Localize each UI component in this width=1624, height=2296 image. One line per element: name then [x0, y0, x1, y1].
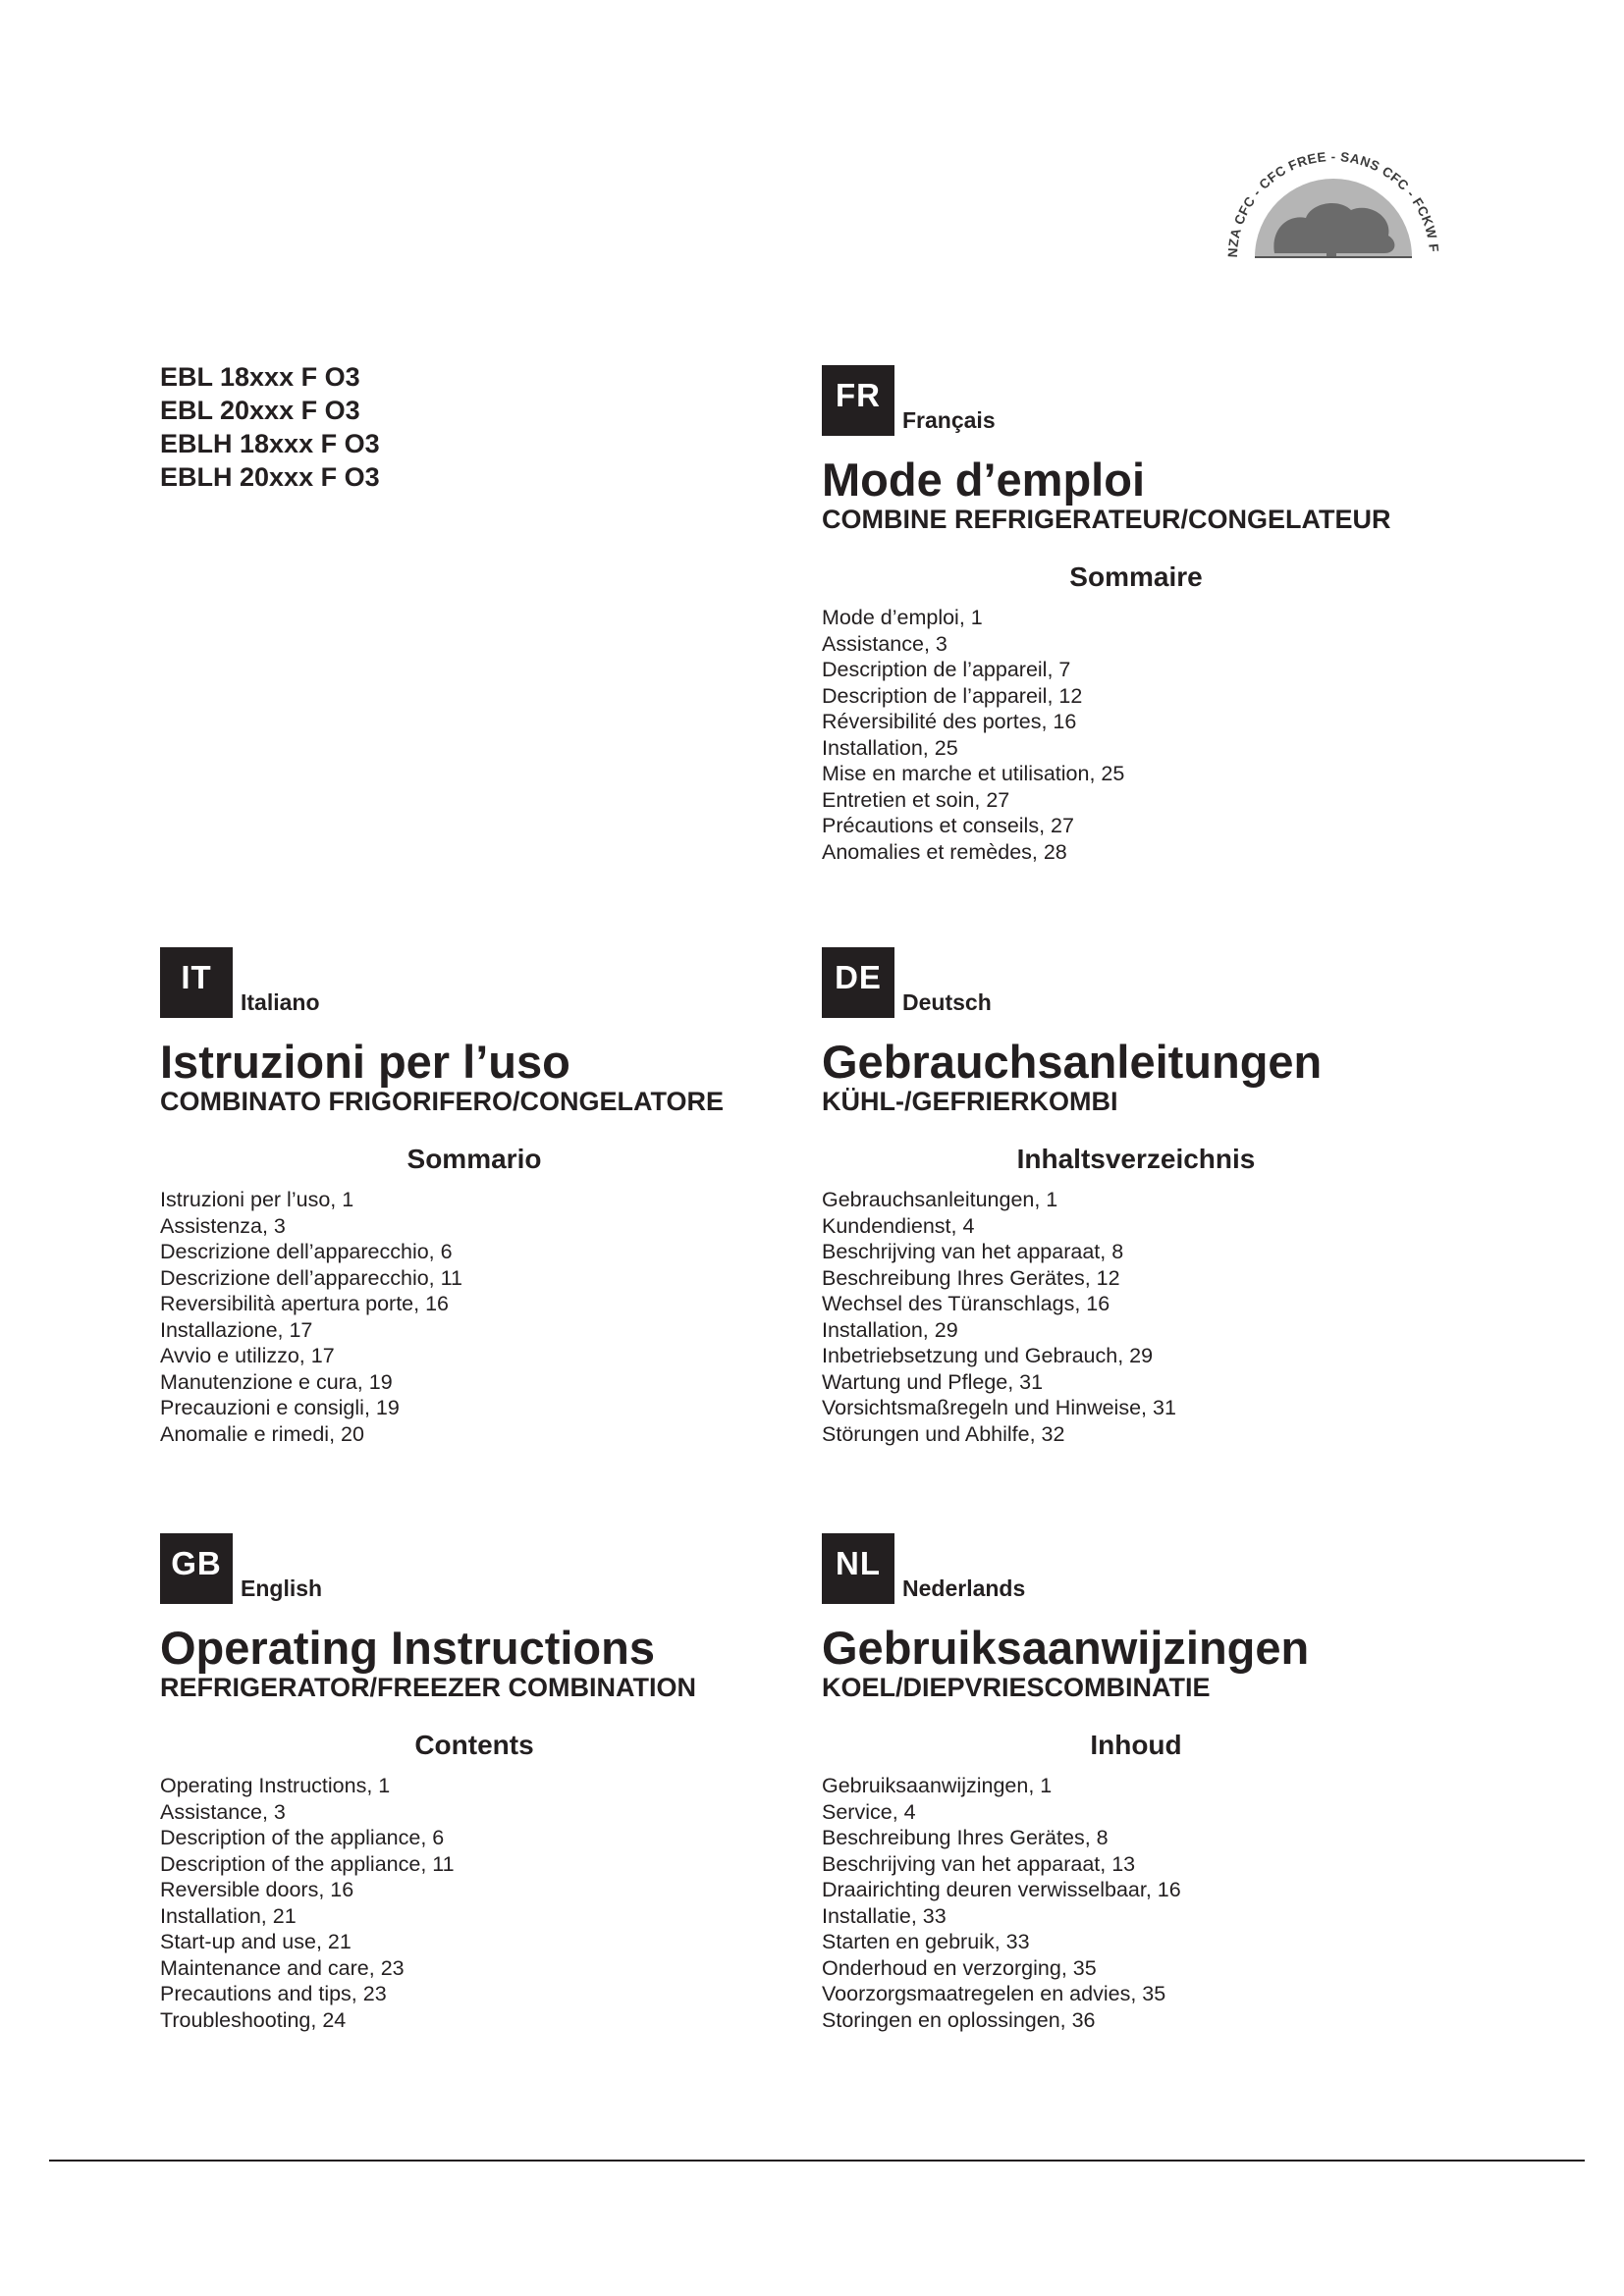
toc-item[interactable]: Start-up and use, 21 [160, 1930, 352, 1953]
section-title: Mode d’emploi [822, 454, 1145, 506]
toc-item[interactable]: Beschreibung Ihres Gerätes, 8 [822, 1826, 1109, 1849]
toc-item[interactable]: Beschreibung Ihres Gerätes, 12 [822, 1265, 1120, 1290]
section-title: Operating Instructions [160, 1622, 655, 1674]
toc-item[interactable]: Vorsichtsmaßregeln und Hinweise, 31 [822, 1396, 1176, 1419]
toc-item[interactable]: Voorzorgsmaatregelen en advies, 35 [822, 1982, 1166, 2005]
toc-heading: Sommaire [1069, 561, 1203, 592]
section-subtitle: KOEL/DIEPVRIESCOMBINATIE [822, 1673, 1211, 1702]
toc-item[interactable]: Assistenza, 3 [160, 1213, 286, 1238]
toc-item[interactable]: Maintenance and care, 23 [160, 1955, 405, 1980]
language-code-badge: GB [160, 1533, 233, 1604]
language-header [822, 947, 1450, 1018]
toc-item[interactable]: Description of the appliance, 6 [160, 1826, 445, 1849]
toc-item[interactable]: Descrizione dell’apparecchio, 6 [160, 1240, 453, 1263]
toc-list [822, 1773, 1450, 2033]
toc-item[interactable]: Anomalies et remèdes, 28 [822, 839, 1067, 864]
model-number: EBL 20xxx F O3 [160, 396, 360, 425]
toc-item[interactable]: Description of the appliance, 11 [160, 1851, 455, 1876]
toc-item[interactable]: Manutenzione e cura, 19 [160, 1369, 393, 1394]
language-name: Français [902, 407, 996, 433]
model-number: EBLH 20xxx F O3 [160, 462, 380, 492]
section-title: Istruzioni per l’uso [160, 1036, 570, 1088]
language-code-badge: NL [822, 1533, 894, 1604]
section-subtitle: KÜHL-/GEFRIERKOMBI [822, 1087, 1118, 1116]
toc-item[interactable]: Precauzioni e consigli, 19 [160, 1396, 400, 1419]
toc-item[interactable]: Wartung und Pflege, 31 [822, 1369, 1044, 1394]
toc-heading: Inhaltsverzeichnis [1016, 1144, 1256, 1174]
toc-item[interactable]: Avvio e utilizzo, 17 [160, 1344, 335, 1367]
toc-item[interactable]: Troubleshooting, 24 [160, 2007, 347, 2032]
toc-list [822, 605, 1450, 865]
toc-item[interactable]: Mise en marche et utilisation, 25 [822, 762, 1125, 785]
toc-list [160, 1773, 788, 2033]
toc-item[interactable]: Beschrijving van het apparaat, 8 [822, 1240, 1124, 1263]
toc-item[interactable]: Beschrijving van het apparaat, 13 [822, 1851, 1136, 1876]
model-number: EBLH 18xxx F O3 [160, 429, 380, 458]
language-name: Deutsch [902, 989, 992, 1015]
section-fr [822, 365, 1450, 865]
toc-list [822, 1187, 1450, 1447]
toc-item[interactable]: Reversibilità apertura porte, 16 [160, 1292, 449, 1315]
section-subtitle: COMBINATO FRIGORIFERO/CONGELATORE [160, 1087, 725, 1116]
language-header [822, 365, 1450, 436]
section-it [160, 947, 788, 1447]
section-nl [822, 1533, 1450, 2033]
toc-heading: Inhoud [1090, 1730, 1182, 1760]
language-name: Nederlands [902, 1575, 1026, 1601]
toc-item[interactable]: Inbetriebsetzung und Gebrauch, 29 [822, 1344, 1154, 1367]
toc-list [160, 1187, 788, 1447]
toc-item[interactable]: Störungen und Abhilfe, 32 [822, 1421, 1065, 1446]
toc-item[interactable]: Gebruiksaanwijzingen, 1 [822, 1774, 1053, 1797]
section-title: Gebruiksaanwijzingen [822, 1622, 1310, 1674]
toc-item[interactable]: Kundendienst, 4 [822, 1213, 975, 1238]
toc-item[interactable]: Wechsel des Türanschlags, 16 [822, 1292, 1110, 1315]
language-code-badge: DE [822, 947, 894, 1018]
toc-item[interactable]: Precautions and tips, 23 [160, 1982, 387, 2005]
section-subtitle: REFRIGERATOR/FREEZER COMBINATION [160, 1673, 696, 1702]
toc-item[interactable]: Onderhoud en verzorging, 35 [822, 1955, 1097, 1980]
section-subtitle: COMBINE REFRIGERATEUR/CONGELATEUR [822, 505, 1391, 534]
toc-item[interactable]: Service, 4 [822, 1799, 916, 1824]
toc-item[interactable]: Operating Instructions, 1 [160, 1774, 391, 1797]
toc-item[interactable]: Installation, 21 [160, 1903, 297, 1928]
cfc-free-logo [1216, 137, 1451, 270]
toc-item[interactable]: Descrizione dell’apparecchio, 11 [160, 1265, 462, 1290]
toc-item[interactable]: Assistance, 3 [822, 631, 947, 656]
toc-item[interactable]: Description de l’appareil, 12 [822, 683, 1083, 708]
toc-item[interactable]: Mode d’emploi, 1 [822, 606, 983, 629]
model-number: EBL 18xxx F O3 [160, 362, 360, 392]
toc-item[interactable]: Gebrauchsanleitungen, 1 [822, 1188, 1058, 1211]
language-header [160, 947, 788, 1018]
language-code-badge: IT [160, 947, 233, 1018]
toc-item[interactable]: Installatie, 33 [822, 1903, 947, 1928]
toc-item[interactable]: Installation, 29 [822, 1317, 958, 1342]
toc-item[interactable]: Description de l’appareil, 7 [822, 658, 1071, 681]
toc-heading: Sommario [406, 1144, 542, 1174]
toc-item[interactable]: Istruzioni per l’uso, 1 [160, 1188, 354, 1211]
toc-item[interactable]: Installazione, 17 [160, 1317, 313, 1342]
toc-heading: Contents [414, 1730, 534, 1760]
toc-item[interactable]: Reversible doors, 16 [160, 1878, 354, 1901]
section-title: Gebrauchsanleitungen [822, 1036, 1323, 1088]
toc-item[interactable]: Entretien et soin, 27 [822, 787, 1010, 812]
tree-icon [1216, 137, 1451, 270]
model-list [160, 360, 380, 494]
toc-item[interactable]: Assistance, 3 [160, 1799, 286, 1824]
toc-item[interactable]: Storingen en oplossingen, 36 [822, 2007, 1096, 2032]
section-de [822, 947, 1450, 1447]
language-header [822, 1533, 1450, 1604]
language-name: English [241, 1575, 323, 1601]
toc-item[interactable]: Draairichting deuren verwisselbaar, 16 [822, 1878, 1181, 1901]
section-gb [160, 1533, 788, 2033]
toc-item[interactable]: Précautions et conseils, 27 [822, 814, 1074, 837]
toc-item[interactable]: Installation, 25 [822, 735, 958, 760]
footer-divider [49, 2160, 1585, 2162]
language-code-badge: FR [822, 365, 894, 436]
language-header [160, 1533, 788, 1604]
toc-item[interactable]: Anomalie e rimedi, 20 [160, 1421, 364, 1446]
svg-text:SENZA CFC - CFC FREE - SANS CF: NZA CFC - CFC FREE - SANS CFC - FCKW F [1224, 149, 1441, 258]
toc-item[interactable]: Réversibilité des portes, 16 [822, 710, 1077, 733]
toc-item[interactable]: Starten en gebruik, 33 [822, 1930, 1030, 1953]
language-name: Italiano [241, 989, 320, 1015]
